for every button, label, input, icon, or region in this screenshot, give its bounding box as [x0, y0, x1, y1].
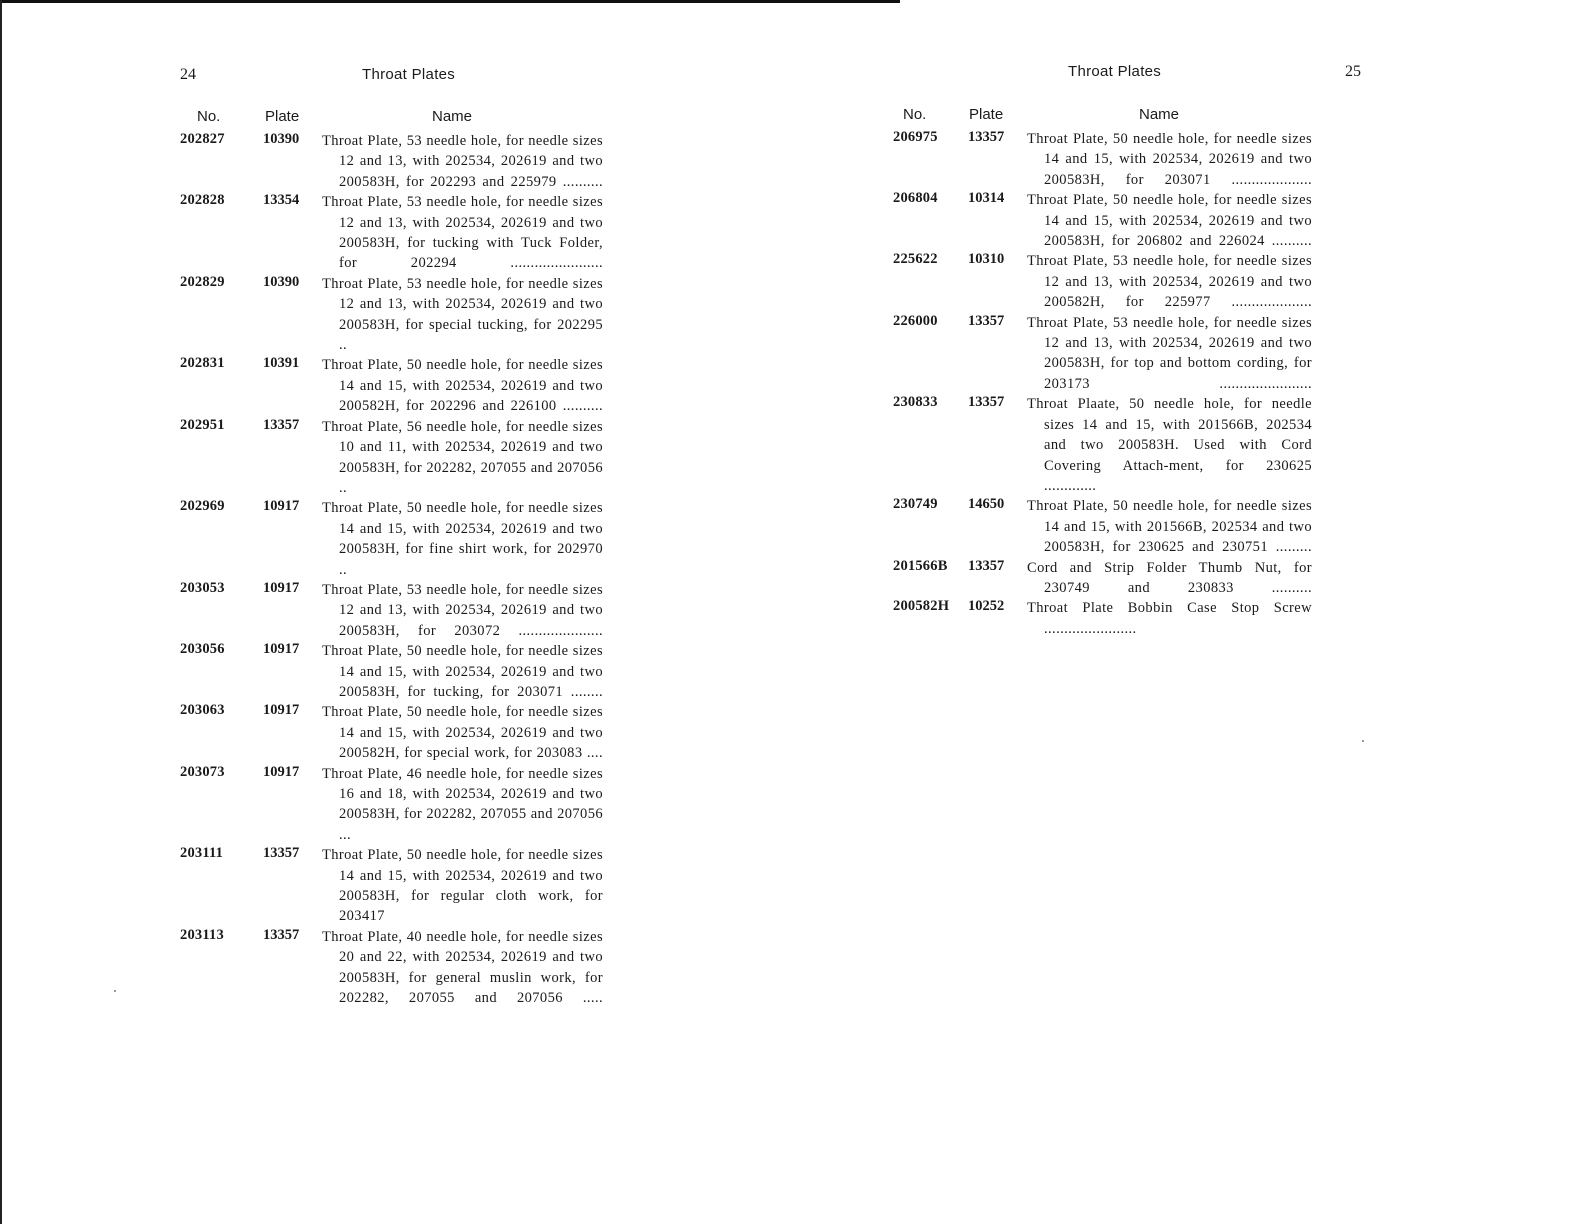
plate-number: 10310 [968, 251, 1005, 268]
part-entry [893, 394, 1312, 496]
plate-number: 10314 [968, 190, 1005, 207]
part-entry [180, 927, 603, 1009]
part-description: Throat Plate, 50 needle hole, for needle sizes 14 and 15, with 202534, 202619 and two 200582H, for special work, for 203083 .... [322, 704, 603, 762]
part-number: 203063 [180, 702, 225, 719]
page-header [180, 66, 610, 90]
part-entry [893, 558, 1312, 599]
part-description: Throat Plate, 53 needle hole, for needle sizes 12 and 13, with 202534, 202619 and two 200583H, for tucking with Tuck Folder, for 202294 ....................... [322, 194, 603, 272]
plate-number: 10917 [263, 579, 300, 596]
part-description: Throat Plaate, 50 needle hole, for needle sizes 14 and 15, with 201566B, 202534 and two 200583H. Used with Cord Covering Attach-ment, for 230625 ............. [1027, 396, 1312, 494]
plate-number: 13357 [263, 845, 300, 862]
plate-number: 10391 [263, 355, 300, 372]
part-entry [893, 129, 1312, 190]
parts-list [893, 129, 1312, 639]
part-description: Throat Plate Bobbin Case Stop Screw ....................... [1027, 600, 1312, 637]
plate-number: 13354 [263, 192, 300, 209]
part-description: Throat Plate, 53 needle hole, for needle sizes 12 and 13, with 202534, 202619 and two 200583H, for top and bottom cording, for 203173 ....................... [1027, 314, 1312, 392]
part-entry [180, 580, 603, 641]
part-number: 230833 [893, 394, 938, 411]
plate-number: 13357 [263, 926, 300, 943]
column-header-no: No. [197, 108, 221, 125]
part-number: 203056 [180, 641, 225, 658]
part-description: Throat Plate, 50 needle hole, for needle sizes 14 and 15, with 202534, 202619 and two 200583H, for 206802 and 226024 .......... [1027, 192, 1312, 250]
part-entry [893, 598, 1312, 639]
part-entry [180, 845, 603, 927]
scan-top-edge [0, 0, 900, 3]
part-entry [180, 702, 603, 763]
page-title: Throat Plates [1068, 63, 1162, 80]
page-number: 25 [1345, 63, 1361, 80]
plate-number: 10917 [263, 763, 300, 780]
part-description: Throat Plate, 53 needle hole, for needle sizes 12 and 13, with 202534, 202619 and two 200583H, for 202293 and 225979 .......... [322, 133, 603, 190]
page-header [893, 63, 1373, 87]
part-entry [180, 192, 603, 274]
part-description: Throat Plate, 40 needle hole, for needle sizes 20 and 22, with 202534, 202619 and two 200583H, for general muslin work, for 202282, 207055 and 207056 ..... [322, 928, 603, 1007]
part-description: Throat Plate, 46 needle hole, for needle sizes 16 and 18, with 202534, 202619 and two 200583H, for 202282, 207055 and 207056 ... [322, 765, 603, 843]
part-description: Throat Plate, 50 needle hole, for needle sizes 14 and 15, with 202534, 202619 and two 200583H, for tucking, for 203071 ........ [322, 643, 603, 700]
part-number: 226000 [893, 312, 938, 329]
part-entry [893, 496, 1312, 557]
part-description: Throat Plate, 50 needle hole, for needle sizes 14 and 15, with 201566B, 202534 and two 200583H, for 230625 and 230751 ......... [1027, 498, 1312, 556]
stray-mark [114, 990, 116, 992]
plate-number: 14650 [968, 496, 1005, 513]
part-number: 206975 [893, 129, 938, 145]
column-header-plate: Plate [969, 106, 1004, 123]
part-number: 202951 [180, 416, 225, 433]
plate-number: 10917 [263, 702, 300, 719]
part-entry [180, 417, 603, 499]
part-number: 202831 [180, 355, 225, 372]
plate-number: 10252 [968, 598, 1005, 615]
part-entry [180, 355, 603, 416]
column-header-name: Name [432, 108, 473, 125]
page-title: Throat Plates [362, 66, 456, 83]
part-number: 200582H [893, 598, 950, 615]
scan-left-edge [0, 0, 2, 1224]
column-header-no: No. [903, 106, 927, 123]
part-entry [180, 274, 603, 356]
part-description: Cord and Strip Folder Thumb Nut, for 230749 and 230833 .......... [1027, 559, 1312, 596]
plate-number: 13357 [968, 312, 1005, 329]
part-entry [180, 131, 603, 192]
page-number: 24 [180, 66, 196, 83]
part-number: 202969 [180, 498, 225, 515]
plate-number: 10390 [263, 273, 300, 290]
part-entry [893, 251, 1312, 312]
part-number: 203111 [180, 845, 224, 862]
plate-number: 10917 [263, 498, 300, 515]
part-description: Throat Plate, 53 needle hole, for needle sizes 12 and 13, with 202534, 202619 and two 200583H, for special tucking, for 202295 .. [322, 275, 603, 354]
part-description: Throat Plate, 53 needle hole, for needle sizes 12 and 13, with 202534, 202619 and two 200582H, for 225977 .................... [1027, 253, 1312, 311]
part-number: 230749 [893, 496, 938, 513]
part-entry [893, 190, 1312, 251]
part-number: 201566B [893, 557, 948, 574]
stray-mark [1362, 740, 1364, 742]
part-description: Throat Plate, 50 needle hole, for needle sizes 14 and 15, with 202534, 202619 and two 200583H, for fine shirt work, for 202970 .. [322, 500, 603, 578]
plate-number: 13357 [968, 129, 1005, 145]
part-number: 202829 [180, 273, 225, 290]
part-description: Throat Plate, 53 needle hole, for needle sizes 12 and 13, with 202534, 202619 and two 200583H, for 203072 ..................... [322, 581, 603, 639]
part-description: Throat Plate, 56 needle hole, for needle sizes 10 and 11, with 202534, 202619 and two 200583H, for 202282, 207055 and 207056 .. [322, 418, 603, 496]
part-number: 202827 [180, 131, 225, 147]
plate-number: 13357 [968, 394, 1005, 411]
plate-number: 10917 [263, 641, 300, 658]
part-description: Throat Plate, 50 needle hole, for needle sizes 14 and 15, with 202534, 202619 and two 200582H, for 202296 and 226100 .......... [322, 357, 603, 415]
parts-list [180, 131, 603, 1008]
part-entry [180, 641, 603, 702]
part-number: 203053 [180, 579, 225, 596]
part-entry [180, 498, 603, 580]
column-header-name: Name [1139, 106, 1180, 123]
part-entry [180, 764, 603, 846]
part-number: 225622 [893, 251, 938, 268]
part-entry [893, 313, 1312, 395]
part-description: Throat Plate, 50 needle hole, for needle sizes 14 and 15, with 202534, 202619 and two 200583H, for 203071 .................... [1027, 131, 1312, 188]
plate-number: 13357 [968, 557, 1005, 574]
column-header-plate: Plate [265, 108, 300, 125]
part-number: 206804 [893, 190, 938, 207]
plate-number: 13357 [263, 416, 300, 433]
plate-number: 10390 [263, 131, 300, 147]
part-number: 203113 [180, 926, 224, 943]
part-description: Throat Plate, 50 needle hole, for needle sizes 14 and 15, with 202534, 202619 and two 200583H, for regular cloth work, for 203417 [322, 847, 603, 925]
part-number: 203073 [180, 763, 225, 780]
part-number: 202828 [180, 192, 225, 209]
